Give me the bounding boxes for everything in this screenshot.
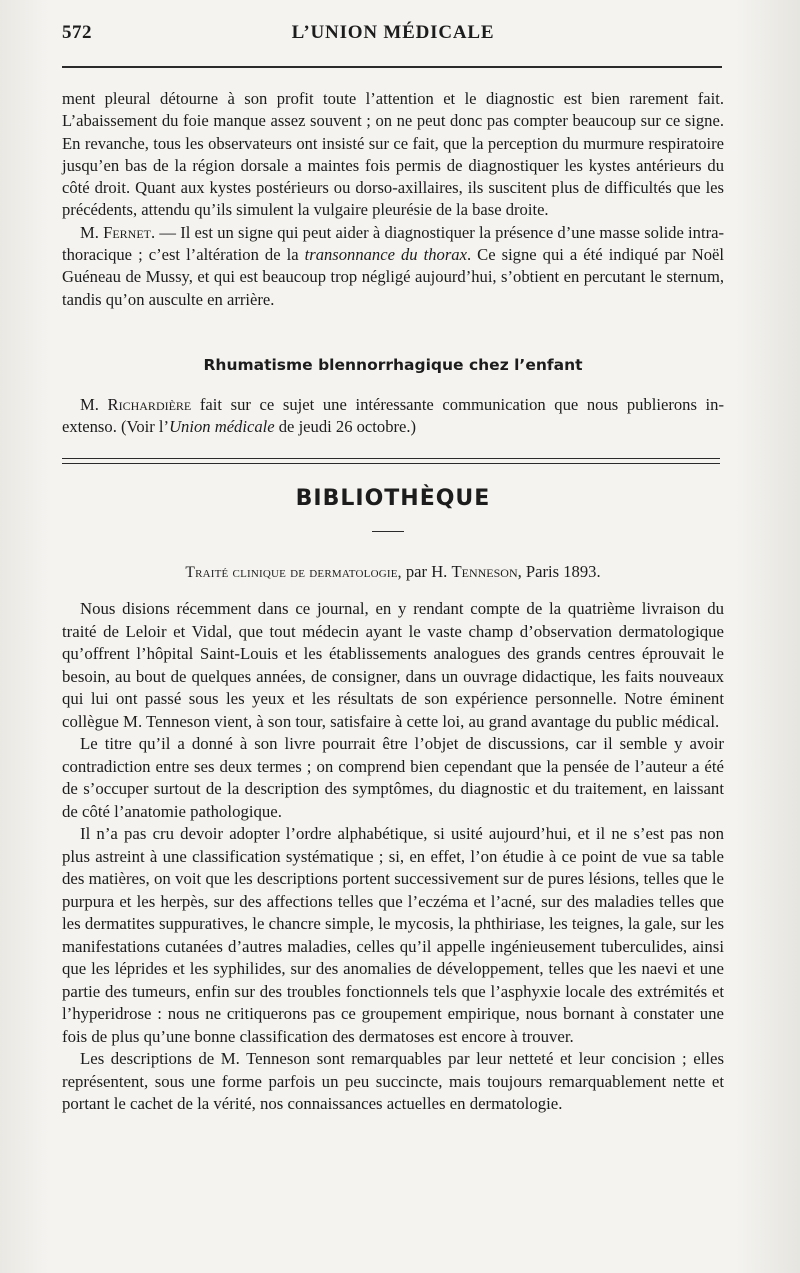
richardiere-text-1: fait sur ce sujet une intéressante communication que nous publierons in-extenso. (Voir l’	[62, 395, 724, 437]
heading-small-rule	[372, 531, 404, 532]
rhumatisme-section	[62, 394, 724, 439]
section-double-rule	[62, 458, 720, 464]
book-by: par H.	[401, 562, 452, 581]
book-publication: , Paris 1893.	[517, 562, 601, 581]
richardiere-text-2: de jeudi 26 octobre.)	[274, 417, 417, 437]
book-author: Tenneson	[451, 562, 518, 581]
section-heading-rhumatisme: Rhumatisme blennorrhagique chez l’enfant	[203, 356, 583, 374]
continued-paragraph: ment pleural détourne à son profit toute l’attention et le diagnostic est bien rarement fait. L’abaissement du foie manque assez souvent ; on ne peut donc pas compter beaucoup sur ce signe. En revanche, tous les observateurs ont insisté sur ce fait, que la perception du murmure respiratoire jusqu’en bas de la région dorsale a maintes fois permis de diagnostiquer les kystes antérieurs du côté droit. Quant aux kystes postérieurs ou dorso-axillaires, ils suscitent plus de difficultés que les précédents, attendu qu’ils simulent la vulgaire pleurésie de la base droite.	[62, 89, 724, 220]
fernet-text-2: . Ce signe qui a été indiqué par Noël Guéneau de Mussy, et qui est beaucoup trop négligé aujourd’hui, s’obtient en percutant le sternum, tandis qu’on ausculte en arrière.	[62, 245, 724, 309]
review-paragraph: Nous disions récemment dans ce journal, en y rendant compte de la quatrième livraison du traité de Leloir et Vidal, que tout médecin ayant le vaste champ d’observation dermatologique qu’offrent l’hôpital Saint-Louis et les établissements analogues des grands centres éprouvait le besoin, au bout de quelques années, de consigner, dans un ouvrage didactique, les faits nouveaux qui lui ont passé sous les yeux et les résultats de son expérience personnelle. Notre éminent collègue M. Tenneson vient, à son tour, satisfaire à cette loi, au grand avantage du public médical.	[62, 599, 724, 731]
richardiere-paragraph	[62, 394, 724, 439]
bibliotheque-heading: BIBLIOTHÈQUE	[295, 486, 491, 511]
fernet-paragraph	[62, 222, 724, 311]
review-body	[62, 598, 724, 1116]
richardiere-italic: Union médicale	[169, 417, 275, 437]
running-title: L’UNION MÉDICALE	[291, 22, 495, 43]
page-number: 572	[62, 22, 92, 43]
review-paragraph: Le titre qu’il a donné à son livre pourrait être l’objet de discussions, car il semble y avoir contradiction entre ses deux termes ; on comprend bien cependant que la pensée de l’auteur a été de s’occuper surtout de la description des symptômes, du diagnostic et du traitement, en laissant de côté l’anatomie pathologique.	[62, 734, 724, 821]
review-paragraph: Les descriptions de M. Tenneson sont remarquables par leur netteté et leur concision ; elles représentent, sous une forme parfois un peu succincte, mais toujours remarquablement nette et portant le cachet de la vérité, nos connaissances actuelles en dermatologie.	[62, 1049, 724, 1113]
review-paragraph: Il n’a pas cru devoir adopter l’ordre alphabétique, si usité aujourd’hui, et il ne s’est pas non plus astreint à une classification systématique ; si, en effet, l’on étudie à ce point de vue sa table des matières, on voit que les descriptions portent successivement sur de pures lésions, telles que le purpura et les herpès, sur des affections telles que l’eczéma et l’acné, sur des maladies telles que les dermatites suppuratives, le chancre simple, le mycosis, la phthiriase, les teignes, la gale, sur les manifestations cutanées d’autres maladies, celles qu’il appelle ingénieusement tuberculides, ainsi que les léprides et les syphilides, sur des anomalies de développement, telles que les naevi et une partie des tumeurs, enfin sur des troubles fonctionnels tels que l’asphyxie locale des extrémités et l’hyperidrose : nous ne critiquerons pas ce groupement empirique, nous bornant à constater une fois de plus qu’une bonne classification des dermatoses est encore à trouver.	[62, 824, 724, 1046]
speaker-name: M. Fernet.	[80, 222, 156, 242]
fernet-text-1: — Il est un signe qui peut aider à diagnostiquer la présence d’une masse solide intra-thoracique ; c’est l’altération de la	[62, 222, 724, 265]
header-rule	[62, 66, 722, 68]
continued-section	[62, 88, 724, 311]
page-header	[62, 22, 724, 48]
book-title: Traité clinique de dermatologie,	[185, 564, 402, 581]
fernet-italic-term: transonnance du thorax	[304, 245, 467, 265]
speaker-name-richardiere: M. Richardière	[80, 395, 192, 414]
book-reference	[62, 562, 724, 582]
